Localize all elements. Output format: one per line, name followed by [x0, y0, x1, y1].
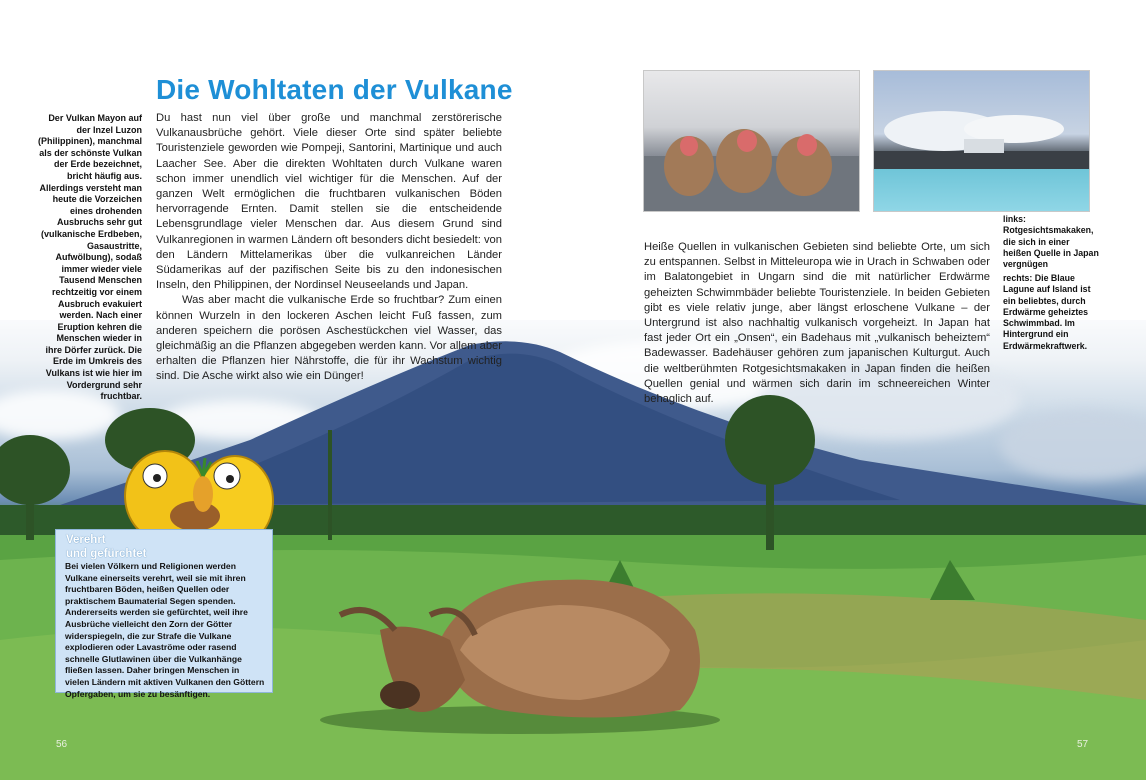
cow-photo: [300, 560, 740, 735]
paragraph: Heiße Quellen in vulkanischen Gebieten sind beliebte Orte, um sich zu entspannen. Selbst in Mitteleuropa wie in Urach in Schwaben oder im Balatongebiet in Ungarn sind die mit natürlicher Erdwärme geheizten Schwimmbäder beliebte Touristenziele. In beiden Gebieten gibt es viele relativ junge, aber längst erloschene Vulkane – der Untergrund ist also nachhaltig vulkanisch vorgeheizt. In Japan hat fast jeder Ort ein „Onsen“, ein Badehaus mit „vulkanisch beheiztem“ Badewasser. Badehäuser gehören zum japanischen Kulturgut. Auch die weltberühmten Rotgesichtsmakaken in Japan finden die heißen Quellen genial und wärmen sich darin im schneereichen Winter behaglich auf.: [644, 241, 990, 406]
page-number-right: 57: [1077, 739, 1089, 750]
macaques-photo: [643, 70, 860, 212]
left-body-text: [156, 111, 502, 385]
info-box-title-line: und gefürchtet: [66, 547, 147, 560]
info-box: [55, 529, 273, 699]
blue-lagoon-illustration: [874, 71, 1089, 211]
page-title: Die Wohltaten der Vulkane: [156, 74, 513, 105]
info-box-title-line: Verehrt: [66, 534, 106, 546]
info-box-text: Bei vielen Völkern und Religionen werden Vulkane einerseits verehrt, weil sie mit ihren fruchtbaren Böden, heißen Quellen oder praktischem Baumaterial Segen spenden. Andererseits werden sie gefürchtet, weil ihre Ausbrüche vielleicht den Zorn der Götter widerspiegeln, die zur Strafe die Vulkane explodieren oder Lavaströme oder rasend schnelle Glutlawinen über die Vulkanhänge fließen lassen. Daher bringen Menschen in vielen Ländern mit aktiven Vulkanen den Göttern Opfergaben, um sie zu besänftigen.: [65, 561, 265, 699]
info-box-title: [66, 534, 147, 561]
paragraph: Was aber macht die vulkanische Erde so fruchtbar? Zum einen können Wurzeln in den lockeren Aschen leicht Fuß fassen, zum anderen speichern die porösen Aschestückchen viel Wasser, das gleichmäßig an die Pflanzen abgegeben werden kann. Vor allem aber erhalten die Pflanzen hier Nährstoffe, die für ihr Wachstum wichtig sind. Die Asche wirkt also wie ein Dünger!: [156, 294, 502, 383]
lagoon-caption: rechts: Die Blaue Lagune auf Island ist ein beliebtes, durch Erdwärme geheiztes Schwimmbad. Im Hintergrund ein Erdwärmekraftwerk.: [1003, 273, 1091, 351]
volcano-caption: Der Vulkan Mayon auf der Inzel Luzon (Philippinen), manchmal als der schönste Vulkan der Erde bezeichnet, bricht häufig aus. Allerdings versteht man heute die Vorzeichen eines drohenden Ausbruchs sehr gut (vulkanische Erdbeben, Gasaustritte, Aufwölbung), sodaß immer wieder viele Tausend Menschen rechtzeitig vor einem Ausbruch evakuiert werden. Nach einer Eruption kehren die Menschen wieder in ihre Dörfer zurück. Die Erde im Umkreis des Vulkans ist wie hier im Vordergrund sehr fruchtbar.: [38, 113, 143, 402]
page-number-left: 56: [56, 739, 68, 750]
macaques-caption: links: Rotgesichtsmakaken, die sich in einer heißen Quelle in Japan vergnügen: [1003, 214, 1099, 270]
macaques-illustration: [644, 71, 859, 211]
paragraph: Du hast nun viel über große und manchmal zerstörerische Vulkanausbrüche gehört. Viele dieser Orte sind später beliebte Touristenziele geworden wie Pompeji, Santorini, Martinique und auch Laacher See. Aber die direkten Wohltaten durch Vulkane waren schon immer unendlich viel wichtiger für die Menschen. Auf der ganzen Welt ermöglichen die fruchtbaren vulkanischen Böden hervorragende Ernten. Damit stellen sie die entscheidende Lebensgrundlage vieler Menschen dar. Aus diesem Grund sind Vulkanregionen in warmen Ländern oft besonders dicht besiedelt: von den Ländern Mittelamerikas über die vulkanreichen Länder Südamerikas auf der pazifischen Seite bis zu den indonesischen Inseln, den Philippinen, der Nordinsel Neuseelands und Japan.: [156, 112, 502, 292]
right-body-text: [644, 240, 990, 407]
blue-lagoon-photo: [873, 70, 1090, 212]
